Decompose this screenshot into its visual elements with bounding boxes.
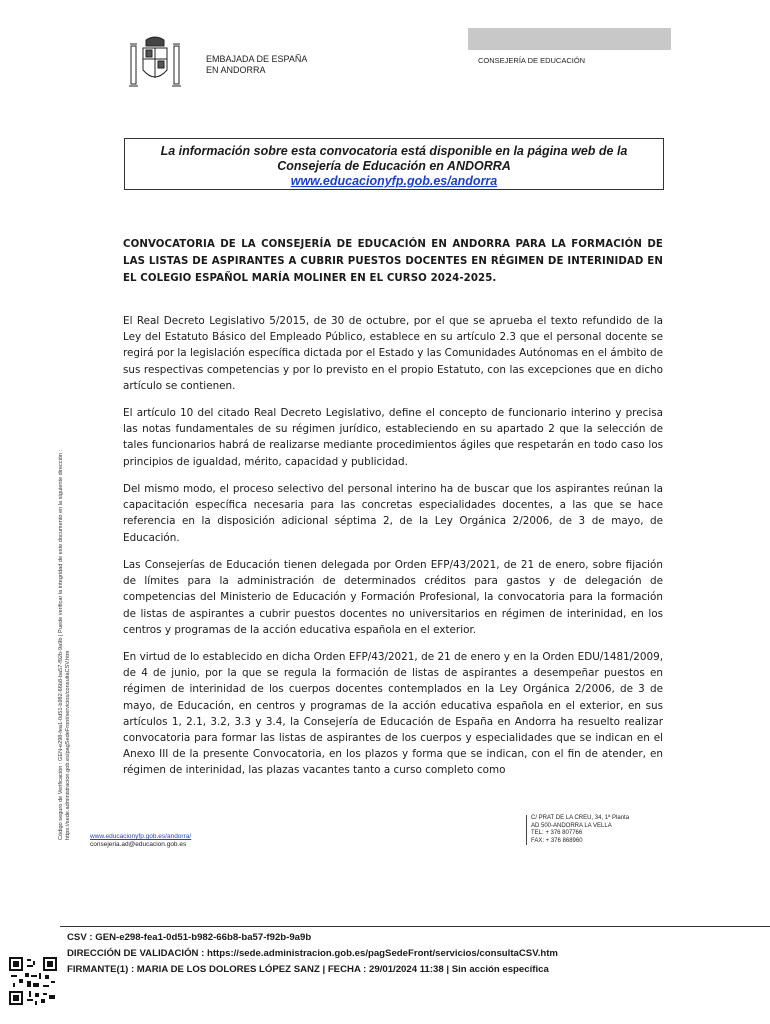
body-paragraph-2: El artículo 10 del citado Real Decreto Legislativo, define el concepto de funcionario interino y precisa las notas fundamentales de su régimen jurídico, estableciendo en su apartado 2 que la selección de tales funcionarios habrá de realizarse mediante procedimientos ágiles que respetarán en todo caso los principios de igualdad, mérito, capacidad y publicidad. [123, 407, 663, 468]
footer-address [526, 815, 629, 845]
side-verification-text [58, 320, 72, 840]
side-text-line-1: Código seguro de Verificación : GEN-e298-fea1-0d51-b982-66b8-ba57-f92b-9a9b | Puede verificar la integridad de este documento en la siguiente dirección : [58, 449, 64, 840]
embassy-name [206, 54, 307, 76]
body-paragraph-1: El Real Decreto Legislativo 5/2015, de 30 de octubre, por el que se aprueba el texto refundido de la Ley del Estatuto Básico del Empleado Público, establece en su artículo 2.3 que el personal docente se regirá por la legislación específica dictada por el Estado y las Comunidades Autónomas en el ámbito de sus respectivas competencias y por lo previsto en el propio Estatuto, con las excepciones que en dicho artículo se contienen. [123, 315, 663, 392]
notice-line-2: Consejería de Educación en ANDORRA [277, 159, 511, 173]
notice-line-1: La información sobre esta convocatoria está disponible en la página web de la [160, 144, 628, 158]
header-grey-box [468, 28, 671, 50]
footer-contact [90, 833, 191, 849]
validation-block [67, 930, 558, 978]
side-text-line-2: https://sede.administracion.gob.es/pagSedeFront/servicios/consultaCSV.htm [65, 650, 71, 840]
body-paragraph-3: Del mismo modo, el proceso selectivo del personal interino ha de buscar que los aspirantes reúnan la capacitación específica necesaria para las concretas especialidades docentes, a las que se hace referencia en la disposición adicional séptima 2, de la Ley Orgánica 2/2006, de 3 de mayo, de Educación. [123, 483, 663, 544]
body-paragraph-5: En virtud de lo establecido en dicha Orden EFP/43/2021, de 21 de enero y en la Orden EDU/1481/2009, de 4 de junio, por la que se regula la formación de listas de aspirantes a desempeñar puestos en régimen de interinidad de los cuerpos docentes contemplados en la Ley Orgánica 2/2006, de 3 de mayo, de Educación, en centros y programas de la acción educativa española en el exterior, en sus artículos 1, 2.1, 3.2, 3.3 y 3.4, la Consejería de Educación de España en Andorra ha resuelto realizar convocatoria para formar las listas de aspirantes de los cuerpos y especialidades que se indican en el Anexo III de la presente Convocatoria, en los plazos y forma que se indican, con el fin de atender, en régimen de interinidad, las plazas vacantes tanto a curso completo como [123, 651, 663, 777]
csv-code: CSV : GEN-e298-fea1-0d51-b982-66b8-ba57-f92b-9a9b [67, 932, 312, 943]
document-title: CONVOCATORIA DE LA CONSEJERÍA DE EDUCACIÓN EN ANDORRA PARA LA FORMACIÓN DE LAS LISTAS DE ASPIRANTES A CUBRIR PUESTOS DOCENTES EN RÉGIMEN DE INTERINIDAD EN EL COLEGIO ESPAÑOL MARÍA MOLINER EN EL CURSO 2024-2025. [123, 239, 663, 284]
info-notice-box [124, 138, 664, 190]
consejeria-label: CONSEJERÍA DE EDUCACIÓN [478, 56, 586, 65]
validation-divider [60, 926, 770, 927]
notice-web-link[interactable]: www.educacionyfp.gob.es/andorra [290, 174, 498, 188]
footer-email[interactable]: consejeria.ad@educacion.gob.es [90, 841, 187, 848]
footer-tel: TEL: + 376 807766 [531, 830, 583, 836]
embassy-line-2: EN ANDORRA [206, 65, 266, 75]
body-paragraph-4: Las Consejerías de Educación tienen delegada por Orden EFP/43/2021, de 21 de enero, sobre fijación de límites para la administración de determinados créditos para gastos y de delegación de competencias del Ministerio de Educación y Formación Profesional, la convocatoria para la formación de listas de aspirantes a cubrir puestos docentes no universitarios en régimen de interinidad, en los centros y programas de la acción educativa española en el exterior. [123, 559, 663, 636]
validation-url: DIRECCIÓN DE VALIDACIÓN : https://sede.administracion.gob.es/pagSedeFront/servicios/consultaCSV.htm [67, 948, 558, 959]
embassy-line-1: EMBAJADA DE ESPAÑA [206, 54, 308, 64]
footer-web-link[interactable]: www.educacionyfp.gob.es/andorra/ [90, 833, 192, 840]
coat-of-arms-icon [128, 34, 182, 92]
qr-code-icon [9, 957, 57, 1005]
footer-address-line-2: AD 500-ANDORRA LA VELLA [531, 822, 612, 829]
signer-info: FIRMANTE(1) : MARIA DE LOS DOLORES LÓPEZ SANZ | FECHA : 29/01/2024 11:38 | Sin acción específica [67, 964, 549, 975]
footer-fax: FAX: + 376 868960 [531, 837, 583, 844]
footer-address-line-1: C/ PRAT DE LA CREU, 34, 1ª Planta [531, 815, 630, 821]
